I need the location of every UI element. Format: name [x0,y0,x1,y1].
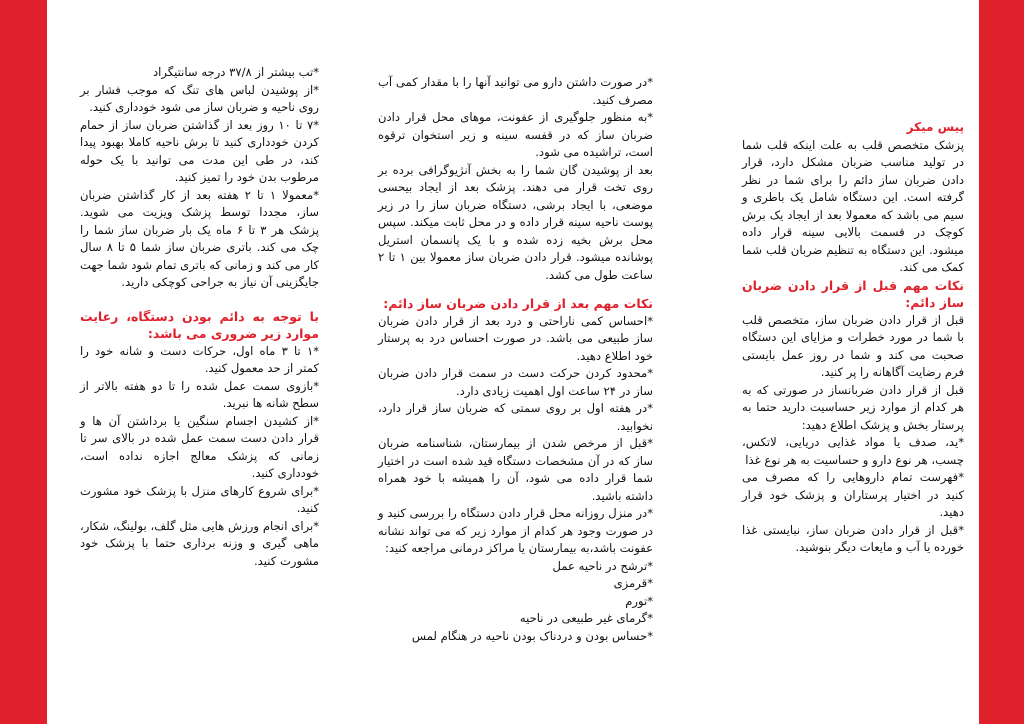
left-paragraph: *از کشیدن اجسام سنگین یا برداشتن آن ها و قرار دادن دست سمت عمل شده در بالای سر تا زمانی که پزشک معالج اجازه نداده است، خودداری کنید. [80,413,319,480]
middle-paragraph: *در منزل روزانه محل قرار دادن دستگاه را بررسی کنید و در صورت وجود هر کدام از موارد زیر که می تواند نشانه عفونت باشد،به بیمارستان یا مراکز درمانی مراجعه کنید: [378,506,653,555]
pacemaker-intro: پزشک متخصص قلب به علت اینکه قلب شما در تولید مناسب ضربان مشکل دارد، قرار دادن ضربان ساز دائم را برای شما در نظر گرفته است. این دستگاه شامل یک باطری و سیم می باشد که معمولا بعد از ایجاد یک برش کوچک در قسمت بالایی سینه قرار داده میشود. این دستگاه به تنظیم ضربان قلب شما کمک می کند. [742,137,964,274]
post-procedure-heading: نکات مهم بعد از قرار دادن ضربان ساز دائم: [383,296,653,311]
middle-paragraph: *قبل از مرخص شدن از بیمارستان، شناسنامه ضربان ساز که در آن مشخصات دستگاه قید شده است در اختیار شما قرار داده می شود، آن را همیشه با خود همراه داشته باشید. [378,436,653,503]
left-paragraph: *بازوی سمت عمل شده را تا دو هفته بالاتر از سطح شانه ها نبرید. [80,378,319,410]
right-red-border [979,0,1024,724]
infection-sign-item: *گرمای غیر طبیعی در ناحیه [519,611,653,625]
left-paragraph: *معمولا ۱ تا ۲ هفته بعد از کار گذاشتن ضربان ساز، مجددا توسط پزشک ویزیت می شوید. پزشک هر ۳ تا ۶ ماه یک بار ضربان ساز شما را چک می کند. باتری ضربان ساز شما ۵ تا ۸ سال کار می کند و زمانی که باتری تمام شود شما جهت جایگزینی آن نیاز به جراحی کوچکی دارید. [80,187,319,289]
left-paragraph: *۷ تا ۱۰ روز بعد از گذاشتن ضربان ساز از حمام کردن خودداری کنید تا برش ناحیه کاملا بهبود پیدا کند، در طی این مدت می توانید با یک حوله مرطوب بدن خود را تمیز کنید. [80,117,319,184]
infection-sign-item: *حساس بودن و دردناک بودن ناحیه در هنگام لمس [411,628,653,643]
left-red-border [0,0,47,724]
right-column [742,119,964,557]
middle-paragraph: *محدود کردن حرکت دست در سمت قرار دادن ضربان ساز در ۲۴ ساعت اول اهمیت زیادی دارد. [378,366,653,398]
infection-sign-item: *قرمزی [613,576,653,590]
right-paragraph: *ید، صدف یا مواد غذایی دریایی، لاتکس، چسب، هر نوع دارو و حساسیت به هر نوع غذا [742,435,964,467]
right-paragraph: قبل از قرار دادن ضربان ساز، متخصص قلب با شما در مورد خطرات و مزایای این دستگاه صحبت می کند و شما در روز عمل بایستی فرم رضایت آگاهانه را پر کنید. [742,312,964,379]
left-paragraph: *تب بیشتر از ۳۷/۸ درجه سانتیگراد [152,65,319,79]
middle-paragraph: بعد از پوشیدن گان شما را به بخش آنژیوگرافی برده بر روی تخت قرار می دهند. پزشک بعد از ایجاد بیحسی موضعی، با ایجاد برشی، دستگاه ضربان ساز را در زیر پوست ناحیه سینه قرار داده و در محل ثابت میکند. سپس محل برش بخیه زده شده و با یک پانسمان استریل پوشانده میشود. قرار دادن ضربان ساز معمولا بین ۱ تا ۲ ساعت طول می کشد. [378,162,653,282]
left-column [80,64,319,570]
middle-column [378,74,653,645]
middle-paragraph: *در صورت داشتن دارو می توانید آنها را با مقدار کمی آب مصرف کنید. [378,75,653,107]
middle-paragraph: *در هفته اول بر روی سمتی که ضربان ساز قرار دارد، نخوابید. [378,401,653,433]
left-paragraph: *از پوشیدن لباس های تنگ که موجب فشار بر روی ناحیه و ضربان ساز می شود خودداری کنید. [80,82,319,114]
left-paragraph: *۱ تا ۳ ماه اول، حرکات دست و شانه خود را کمتر از حد معمول کنید. [80,343,319,375]
right-paragraph: قبل از قرار دادن ضربانساز در صورتی که به هر کدام از موارد زیر حساسیت دارید حتما به پرستار بخش و پزشک اطلاع دهید: [742,382,964,432]
middle-paragraph: *احساس کمی ناراحتی و درد بعد از قرار دادن ضربان ساز طبیعی می باشد. در صورت احساس درد به پرستار خود اطلاع دهید. [378,313,653,363]
permanent-device-heading: با توجه به دائم بودن دستگاه، رعایت موارد زیر ضروری می باشد: [80,308,319,341]
left-paragraph: *برای شروع کارهای منزل با پزشک خود مشورت کنید. [80,483,319,515]
pacemaker-heading: پیس میکر [906,120,964,134]
left-paragraph: *برای انجام ورزش هایی مثل گلف، بولینگ، شکار، ماهی گیری و وزنه برداری حتما با پزشک خود مشورت کنید. [80,518,319,568]
middle-paragraph: *به منظور جلوگیری از عفونت، موهای محل قرار دادن ضربان ساز که در قفسه سینه و زیر استخوان ترقوه است، تراشیده می شود. [378,110,653,159]
pre-procedure-heading: نکات مهم قبل از قرار دادن ضربان ساز دائم: [742,277,964,310]
right-paragraph: *قبل از قرار دادن ضربان ساز، نبایستی غذا خورده یا آب و مایعات دیگر بنوشید. [742,522,964,554]
infection-sign-item: *تورم [625,593,653,608]
right-paragraph: *فهرست تمام داروهایی را که مصرف می کنید در اختیار پرستاران و پزشک خود قرار دهید. [742,470,964,519]
infection-sign-item: *ترشح در ناحیه عمل [552,558,653,573]
